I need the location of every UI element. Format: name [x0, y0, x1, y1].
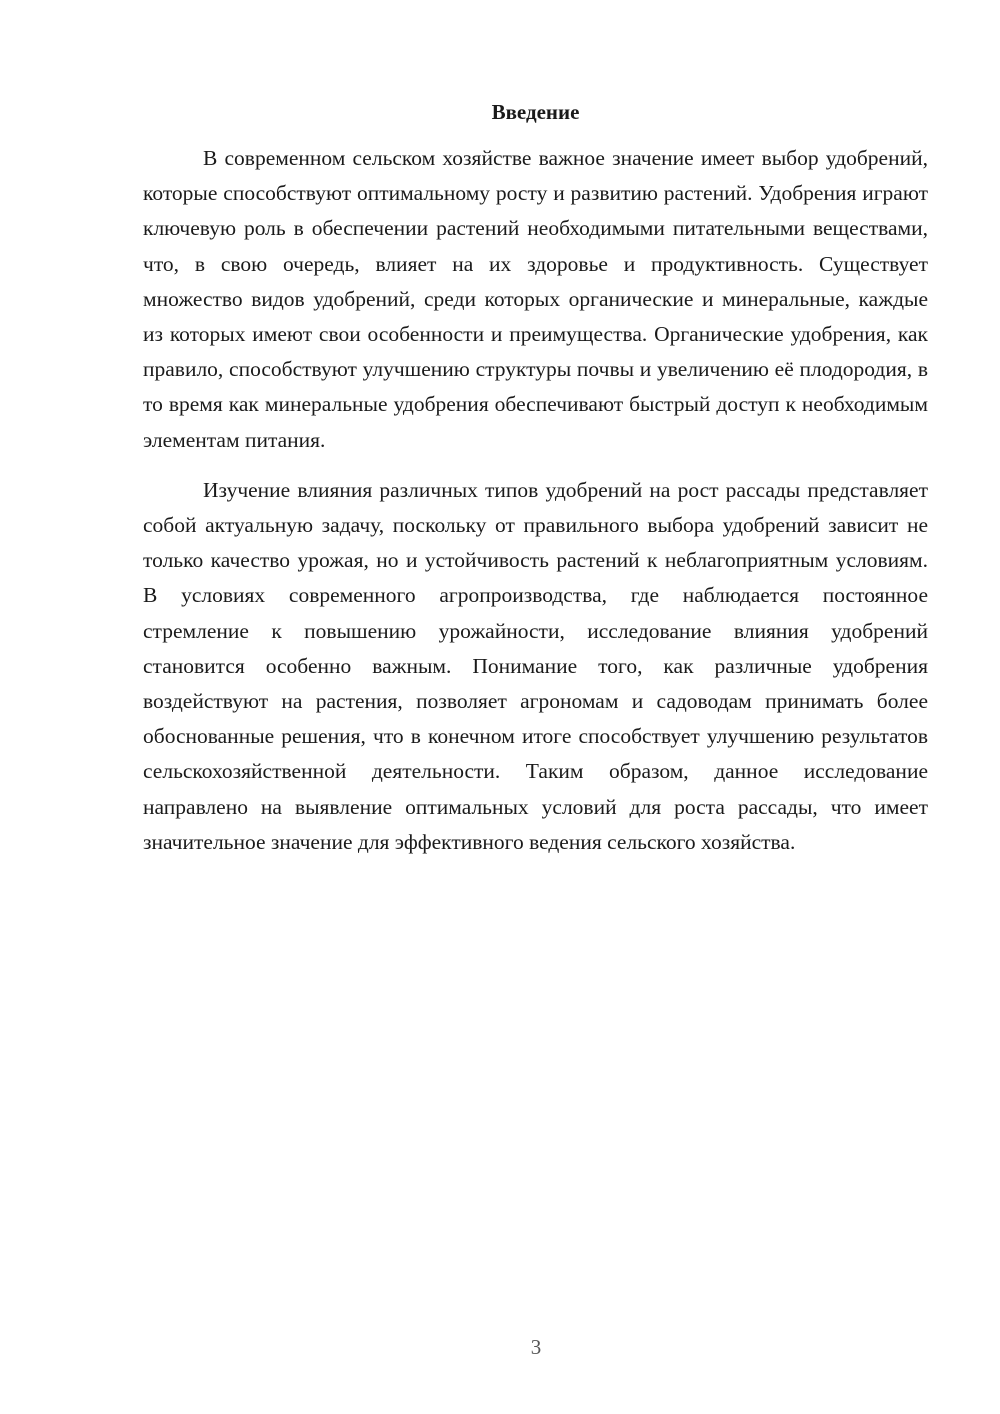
paragraph-2: Изучение влияния различных типов удобрений на рост рассады представляет собой актуальную задачу, поскольку от правильного выбора удобрений зависит не только качество урожая, но и устойчивость растений к неблагоприятным условиям. В условиях современного агропроизводства, где наблюдается постоянное стремление к повышению урожайности, исследование влияния удобрений становится особенно важным. Понимание того, как различные удобрения воздействуют на растения, позволяет агрономам и садоводам принимать более обоснованные решения, что в конечном итоге способствует улучшению результатов сельскохозяйственной деятельности. Таким образом, данное исследование направлено на выявление оптимальных условий для роста рассады, что имеет значительное значение для эффективного ведения сельского хозяйства. [143, 477, 928, 854]
paragraph-1: В современном сельском хозяйстве важное значение имеет выбор удобрений, которые способствуют оптимальному росту и развитию растений. Удобрения играют ключевую роль в обеспечении растений необходимыми питательными веществами, что, в свою очередь, влияет на их здоровье и продуктивность. Существует множество видов удобрений, среди которых органические и минеральные, каждые из которых имеют свои особенности и преимущества. Органические удобрения, как правило, способствуют улучшению структуры почвы и увеличению её плодородия, в то время как минеральные удобрения обеспечивают быстрый доступ к необходимым элементам питания. [143, 146, 928, 452]
page-number: 3 [530, 1335, 542, 1359]
page-content [143, 95, 928, 860]
section-heading: Введение [491, 100, 580, 124]
